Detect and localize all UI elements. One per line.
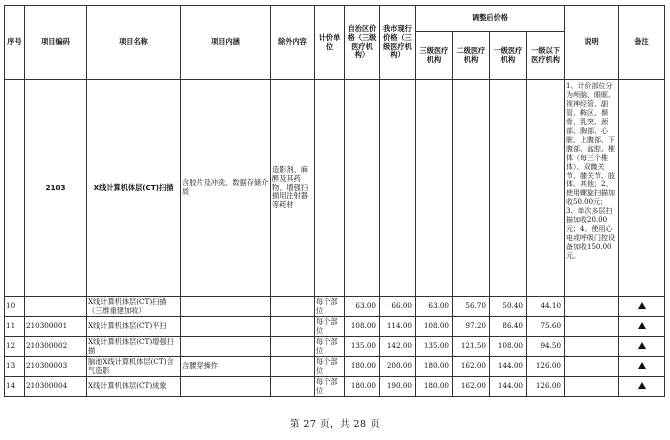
header-tier1: 一级医疗机构 [490,32,527,80]
category-row [5,80,665,297]
row-tier3-price: 63.00 [416,297,453,317]
row-tier3-price: 180.00 [416,377,453,397]
row-unit: 每个部位 [315,297,345,317]
row-region-price: 180.00 [345,377,380,397]
header-content: 项目内涵 [181,6,271,80]
triangle-marker-icon [638,342,646,349]
row-unit: 每个部位 [315,337,345,357]
row-region-price: 108.00 [345,317,380,337]
header-unit: 计价单位 [315,6,345,80]
row-tier3-price: 180.00 [416,357,453,377]
row-current-price: 142.00 [380,337,416,357]
row-current-price: 190.00 [380,377,416,397]
row-below1-price: 44.10 [527,297,565,317]
row-seq: 12 [5,337,25,357]
header-tier2: 二级医疗机构 [453,32,490,80]
table-row [5,337,665,357]
row-below1-price: 126.00 [527,377,565,397]
price-table [4,5,665,397]
header-below1: 一级以下医疗机构 [527,32,565,80]
header-current-price: 我市现行价格（三级医疗机构） [380,6,416,80]
row-tier3-price: 108.00 [416,317,453,337]
row-below1-price: 75.60 [527,317,565,337]
row-name: X线计算机体层(CT)成象 [87,377,181,397]
row-remark [619,317,665,337]
row-unit: 每个部位 [315,357,345,377]
row-below1-price: 126.00 [527,357,565,377]
triangle-marker-icon [638,322,646,329]
table-row [5,357,665,377]
category-explain: 1、计价部位分为颅脑、眼眶、视神经管、副管、鞍区、颞骨、乳突、颈部、胸部、心脏、上腹部、下腹部、盆腔、椎体（每三个椎体）、双髋关节、膝关节、肢体、其他；2、使用螺旋扫描加收50.00元；3、单次多层扫描加收20.00元；4、使用心电或呼吸门控设备加收150.00元。 [565,80,619,297]
row-explain [565,297,619,317]
row-seq: 13 [5,357,25,377]
row-tier1-price: 86.40 [490,317,527,337]
category-content: 含胶片及冲洗、数据存储介质 [181,80,271,297]
row-region-price: 63.00 [345,297,380,317]
header-tier3: 三级医疗机构 [416,32,453,80]
table-row [5,377,665,397]
row-tier2-price: 97.20 [453,317,490,337]
triangle-marker-icon [638,362,646,369]
row-remark [619,357,665,377]
row-content: 含腰穿操作 [181,357,271,377]
row-current-price: 66.00 [380,297,416,317]
row-tier1-price: 50.40 [490,297,527,317]
row-tier1-price: 144.00 [490,357,527,377]
triangle-marker-icon [638,382,646,389]
header-name: 项目名称 [87,6,181,80]
row-seq: 11 [5,317,25,337]
triangle-marker-icon [638,302,646,309]
header-exclusion: 除外内容 [271,6,315,80]
row-unit: 每个部位 [315,377,345,397]
row-exclusion [271,297,315,317]
row-exclusion [271,357,315,377]
row-tier2-price: 162.00 [453,377,490,397]
row-seq: 10 [5,297,25,317]
row-tier2-price: 162.00 [453,357,490,377]
document-page [4,5,664,397]
row-exclusion [271,337,315,357]
row-explain [565,337,619,357]
category-exclusion: 造影剂、麻醉及其药物、增强扫描用注射器等耗材 [271,80,315,297]
page-footer: 第 27 页，共 28 页 [289,419,381,430]
row-exclusion [271,317,315,337]
row-region-price: 135.00 [345,337,380,357]
row-name: X线计算机体层(CT)平扫 [87,317,181,337]
row-content [181,377,271,397]
header-code: 项目编码 [25,6,87,80]
header-remark: 备注 [619,6,665,80]
header-explain: 说明 [565,6,619,80]
row-tier1-price: 108.00 [490,337,527,357]
row-current-price: 200.00 [380,357,416,377]
row-remark [619,337,665,357]
row-exclusion [271,377,315,397]
row-tier2-price: 121.50 [453,337,490,357]
row-remark [619,377,665,397]
row-content [181,337,271,357]
header-seq: 序号 [5,6,25,80]
row-explain [565,357,619,377]
row-name: X线计算机体层(CT)增强扫描 [87,337,181,357]
row-name: 脑池X线计算机体层(CT)含气造影 [87,357,181,377]
header-region-price: 自治区价格（三级医疗机构） [345,6,380,80]
row-remark [619,297,665,317]
row-seq: 14 [5,377,25,397]
row-tier2-price: 56.70 [453,297,490,317]
table-row [5,317,665,337]
category-name: X线计算机体层(CT)扫描 [87,80,181,297]
row-tier1-price: 144.00 [490,377,527,397]
row-code: 210300004 [25,377,87,397]
row-content [181,297,271,317]
category-code: 2103 [25,80,87,297]
row-code [25,297,87,317]
row-below1-price: 94.50 [527,337,565,357]
row-code: 210300003 [25,357,87,377]
row-tier3-price: 135.00 [416,337,453,357]
header-adjusted: 调整后价格 [416,6,565,32]
table-row [5,297,665,317]
row-content [181,317,271,337]
row-current-price: 114.00 [380,317,416,337]
row-region-price: 180.00 [345,357,380,377]
row-code: 210300001 [25,317,87,337]
row-name: X线计算机体层(CT)扫描（三维重建加收） [87,297,181,317]
row-unit: 每个部位 [315,317,345,337]
row-code: 210300002 [25,337,87,357]
row-explain [565,317,619,337]
row-explain [565,377,619,397]
